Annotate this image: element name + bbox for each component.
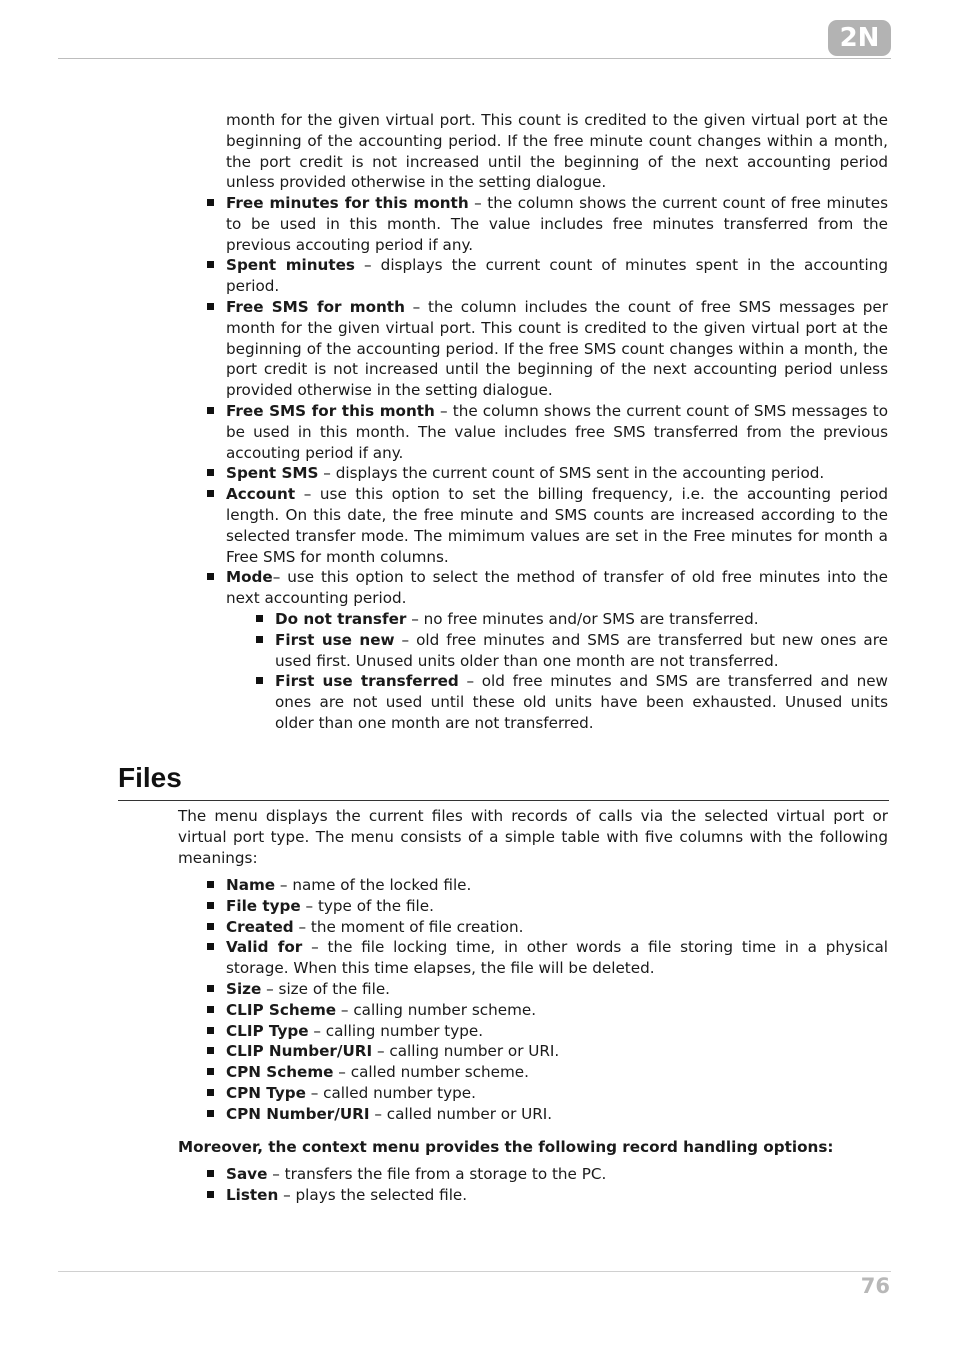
list-item [226, 1185, 888, 1206]
list-item-desc: – calling number or URI. [372, 1042, 560, 1061]
list-item [226, 917, 888, 938]
list-item-term: Free minutes for this month [226, 194, 469, 212]
list-item-desc: – called number type. [305, 1083, 476, 1102]
list-item-desc: – the column shows the current count of SMS messages to be used in this month. The value includes free SMS transferred from the previous accouting period if any. [226, 401, 888, 462]
list-item [226, 875, 888, 896]
list-item-term: Created [226, 917, 294, 936]
list-item [275, 609, 888, 630]
header-divider [58, 58, 891, 59]
list-item-desc: – no free minutes and/or SMS are transferred. [406, 609, 759, 628]
list-item-desc: – the column shows the current count of free minutes to be used in this month. The value includes free minutes transferred from the previous accouting period if any. [226, 194, 888, 254]
list-item-desc: – use this option to set the billing frequency, i.e. the accounting period length. On this date, the free minute and SMS counts are increased according to the selected transfer mode. The mimimum values are set in the Free minutes for month a Free SMS for month columns. [226, 485, 888, 566]
list-item [226, 567, 888, 733]
list-item-term: File type [226, 896, 301, 915]
list-item-term: Spent SMS [226, 464, 319, 483]
list-item-term: Size [226, 979, 262, 998]
files-intro-paragraph: The menu displays the current files with records of calls via the selected virtual port or virtual port type. The menu consists of a simple table with five columns with the following meanings: [178, 807, 888, 867]
context-options-list [226, 1164, 888, 1206]
list-item [226, 463, 888, 484]
list-item-term: Valid for [226, 938, 303, 957]
list-item [226, 896, 888, 917]
list-item [226, 1062, 888, 1083]
list-item-term: Free SMS for month [226, 297, 405, 316]
list-item-term: Save [226, 1165, 268, 1183]
list-item-desc: – old free minutes and SMS are transferred but new ones are used first. Unused units older than one month are not transferred. [275, 630, 888, 670]
list-item [226, 1021, 888, 1042]
list-item-desc: – called number scheme. [333, 1063, 529, 1082]
list-item-desc: – the column includes the count of free SMS messages per month for the given virtual port. This count is credited to the given virtual port at the beginning of the accounting period. If the free SMS count changes within a month, the port credit is not increased until the beginning of the next accounting period unless provided otherwise in the setting dialogue. [226, 297, 888, 400]
brand-logo-text: 2N [839, 23, 880, 53]
section-title-divider [118, 800, 889, 801]
section-title: Files [118, 762, 182, 793]
list-item-desc: – size of the file. [261, 979, 390, 998]
column-description-list [226, 193, 888, 734]
list-item [226, 1164, 888, 1185]
list-item-term: CLIP Number/URI [226, 1042, 373, 1061]
brand-logo [828, 20, 891, 56]
list-item [226, 484, 888, 567]
mode-options-list [275, 609, 888, 734]
list-item-desc: – old free minutes and SMS are transferred and new ones are not used until these old units have been exhausted. Unused units older than one month are not transferred. [275, 672, 888, 732]
list-item-term: CPN Type [226, 1083, 306, 1102]
list-item-term: CLIP Scheme [226, 1000, 337, 1019]
list-item-desc: – calling number scheme. [336, 1000, 537, 1019]
list-item-term: Spent minutes [226, 256, 355, 275]
list-item [226, 401, 888, 463]
list-item-term: Account [226, 485, 296, 504]
list-item-term: Do not transfer [275, 609, 407, 628]
list-item-desc: – use this option to select the method of transfer of old free minutes into the next accounting period. [226, 568, 888, 608]
list-item-term: First use transferred [275, 672, 459, 691]
list-item [226, 1104, 888, 1125]
list-item [226, 979, 888, 1000]
list-item-term: CPN Number/URI [226, 1104, 370, 1123]
list-item-term: CPN Scheme [226, 1063, 334, 1082]
list-item-term: Mode [226, 568, 273, 587]
list-item [226, 1041, 888, 1062]
list-item [275, 671, 888, 733]
list-item [226, 937, 888, 979]
list-item-term: Name [226, 876, 276, 894]
list-item-desc: – calling number type. [308, 1021, 484, 1040]
list-item-desc: – the moment of file creation. [293, 917, 524, 936]
list-item-desc: – the file locking time, in other words a file storing time in a physical storage. When this time elapses, the file will be deleted. [226, 938, 888, 978]
list-item-desc: – transfers the file from a storage to the PC. [267, 1165, 607, 1183]
list-item-desc: – plays the selected file. [278, 1185, 468, 1204]
page-number: 76 [860, 1274, 890, 1298]
list-item [226, 1083, 888, 1104]
list-item-desc: – type of the file. [300, 896, 434, 915]
list-item [226, 193, 888, 255]
list-item [275, 630, 888, 672]
list-item [226, 297, 888, 401]
list-item-desc: – name of the locked file. [275, 876, 472, 894]
context-menu-note: Moreover, the context menu provides the following record handling options: [178, 1138, 834, 1156]
list-item-term: CLIP Type [226, 1021, 309, 1040]
list-item-desc: – called number or URI. [369, 1104, 553, 1123]
list-item-desc: – displays the current count of minutes spent in the accounting period. [226, 256, 888, 296]
files-columns-list [226, 875, 888, 1125]
footer-divider [58, 1271, 891, 1272]
continuation-paragraph: month for the given virtual port. This count is credited to the given virtual port at the beginning of the accounting period. If the free minute count changes within a month, the port credit is not increased until the beginning of the next accounting period unless provided otherwise in the setting dialogue. [226, 111, 888, 192]
list-item-desc: – displays the current count of SMS sent in the accounting period. [318, 464, 825, 483]
list-item-term: Free SMS for this month [226, 401, 435, 420]
list-item [226, 255, 888, 297]
list-item-term: Listen [226, 1185, 279, 1204]
list-item-term: First use new [275, 630, 395, 649]
list-item [226, 1000, 888, 1021]
